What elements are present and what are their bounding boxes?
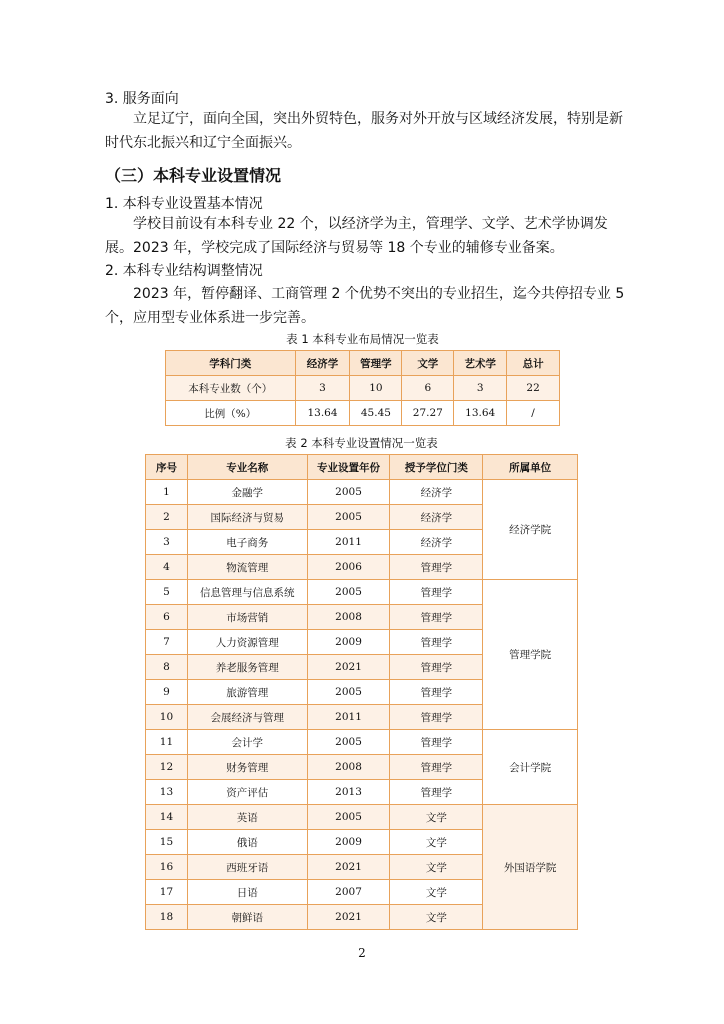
table2-cell: 2006	[307, 555, 390, 580]
table2-cell: 管理学	[390, 580, 483, 605]
table1-cell: 本科专业数（个）	[166, 376, 296, 401]
table2-cell: 管理学	[390, 630, 483, 655]
table1-header: 管理学	[350, 351, 402, 376]
table2-cell: 文学	[390, 880, 483, 905]
section3-paragraph: 立足辽宁，面向全国，突出外贸特色，服务对外开放与区域经济发展，特别是新时代东北振兴和辽宁全面振兴。	[105, 111, 623, 151]
table2-header: 序号	[146, 455, 188, 480]
table2-cell: 信息管理与信息系统	[187, 580, 307, 605]
table2-caption: 表 2 本科专业设置情况一览表	[285, 436, 438, 450]
table2-cell: 13	[146, 780, 188, 805]
table2	[145, 454, 578, 930]
section3-heading: 3. 服务面向	[105, 91, 179, 107]
table2-cell: 电子商务	[187, 530, 307, 555]
table2-cell: 会计学	[187, 730, 307, 755]
table2-cell: 文学	[390, 905, 483, 930]
table2-cell: 2005	[307, 580, 390, 605]
page-number: 2	[358, 946, 366, 960]
table2-cell: 2008	[307, 755, 390, 780]
table2-cell: 管理学	[390, 780, 483, 805]
table2-cell: 西班牙语	[187, 855, 307, 880]
table2-cell: 物流管理	[187, 555, 307, 580]
table2-cell: 9	[146, 680, 188, 705]
table2-cell: 12	[146, 755, 188, 780]
table2-cell: 管理学	[390, 755, 483, 780]
table2-row	[146, 580, 578, 605]
table2-cell: 10	[146, 705, 188, 730]
table2-cell: 17	[146, 880, 188, 905]
table2-cell: 8	[146, 655, 188, 680]
table2-cell: 英语	[187, 805, 307, 830]
table2-cell: 2021	[307, 655, 390, 680]
table2-cell: 经济学	[390, 480, 483, 505]
table1-header: 总计	[507, 351, 560, 376]
chapter3-heading: （三）本科专业设置情况	[105, 166, 282, 185]
sub2-heading: 2. 本科专业结构调整情况	[105, 263, 263, 279]
table2-cell: 朝鲜语	[187, 905, 307, 930]
table2-cell: 2013	[307, 780, 390, 805]
table2-cell: 2005	[307, 480, 390, 505]
table2-unit-cell: 管理学院	[483, 580, 578, 730]
table2-cell: 4	[146, 555, 188, 580]
table2-cell: 2008	[307, 605, 390, 630]
table1-header: 艺术学	[454, 351, 507, 376]
table2-cell: 2009	[307, 630, 390, 655]
table1-cell: 13.64	[454, 401, 507, 426]
table1-caption: 表 1 本科专业布局情况一览表	[286, 332, 439, 346]
sub1-heading: 1. 本科专业设置基本情况	[105, 196, 263, 212]
table2-cell: 旅游管理	[187, 680, 307, 705]
table2-header-row	[146, 455, 578, 480]
table1-header: 经济学	[295, 351, 350, 376]
table2-cell: 管理学	[390, 680, 483, 705]
table2-row	[146, 480, 578, 505]
table2-cell: 2021	[307, 855, 390, 880]
table2-cell: 11	[146, 730, 188, 755]
sub2-paragraph: 2023 年，暂停翻译、工商管理 2 个优势不突出的专业招生，迄今共停招专业 5 个，应用型专业体系进一步完善。	[105, 286, 625, 326]
table2-cell: 2007	[307, 880, 390, 905]
table2-header: 所属单位	[483, 455, 578, 480]
table2-cell: 14	[146, 805, 188, 830]
table1-row	[166, 401, 560, 426]
table1-cell: 22	[507, 376, 560, 401]
table1-row	[166, 376, 560, 401]
table2-cell: 2005	[307, 730, 390, 755]
table2-cell: 16	[146, 855, 188, 880]
table2-unit-cell: 会计学院	[483, 730, 578, 805]
table2-cell: 管理学	[390, 705, 483, 730]
sub1-paragraph: 学校目前设有本科专业 22 个，以经济学为主，管理学、文学、艺术学协调发展。2023 年，学校完成了国际经济与贸易等 18 个专业的辅修专业备案。	[105, 216, 608, 256]
table1-cell: 比例（%）	[166, 401, 296, 426]
table2-cell: 2	[146, 505, 188, 530]
table2-cell: 市场营销	[187, 605, 307, 630]
table2-cell: 2005	[307, 680, 390, 705]
table2-cell: 管理学	[390, 730, 483, 755]
table2-cell: 3	[146, 530, 188, 555]
table2-cell: 管理学	[390, 555, 483, 580]
table2-cell: 文学	[390, 855, 483, 880]
table2-header: 授予学位门类	[390, 455, 483, 480]
table2-cell: 6	[146, 605, 188, 630]
table2-cell: 文学	[390, 805, 483, 830]
table2-cell: 养老服务管理	[187, 655, 307, 680]
table2-cell: 2011	[307, 530, 390, 555]
table2-unit-cell: 经济学院	[483, 480, 578, 580]
table2-header: 专业设置年份	[307, 455, 390, 480]
table2-header: 专业名称	[187, 455, 307, 480]
table2-cell: 国际经济与贸易	[187, 505, 307, 530]
table2-cell: 经济学	[390, 505, 483, 530]
table2-row	[146, 730, 578, 755]
table1-cell: 27.27	[402, 401, 454, 426]
table2-cell: 文学	[390, 830, 483, 855]
table1-cell: 3	[454, 376, 507, 401]
table2-cell: 18	[146, 905, 188, 930]
table2-cell: 2011	[307, 705, 390, 730]
table2-cell: 财务管理	[187, 755, 307, 780]
table2-cell: 俄语	[187, 830, 307, 855]
table2-cell: 1	[146, 480, 188, 505]
table1	[165, 350, 560, 426]
table1-header-row	[166, 351, 560, 376]
table2-cell: 金融学	[187, 480, 307, 505]
table1-cell: /	[507, 401, 560, 426]
table1-cell: 3	[295, 376, 350, 401]
table2-cell: 人力资源管理	[187, 630, 307, 655]
table2-cell: 15	[146, 830, 188, 855]
table2-unit-cell: 外国语学院	[483, 805, 578, 930]
table2-cell: 2005	[307, 505, 390, 530]
table1-header: 学科门类	[166, 351, 296, 376]
table2-cell: 2021	[307, 905, 390, 930]
table1-cell: 45.45	[350, 401, 402, 426]
table2-cell: 管理学	[390, 655, 483, 680]
table2-cell: 2009	[307, 830, 390, 855]
table2-cell: 2005	[307, 805, 390, 830]
table2-row	[146, 805, 578, 830]
table2-cell: 日语	[187, 880, 307, 905]
table2-cell: 资产评估	[187, 780, 307, 805]
table2-cell: 管理学	[390, 605, 483, 630]
table1-header: 文学	[402, 351, 454, 376]
table1-cell: 10	[350, 376, 402, 401]
table2-cell: 经济学	[390, 530, 483, 555]
table1-cell: 13.64	[295, 401, 350, 426]
table2-cell: 7	[146, 630, 188, 655]
table2-cell: 5	[146, 580, 188, 605]
table2-cell: 会展经济与管理	[187, 705, 307, 730]
table1-cell: 6	[402, 376, 454, 401]
